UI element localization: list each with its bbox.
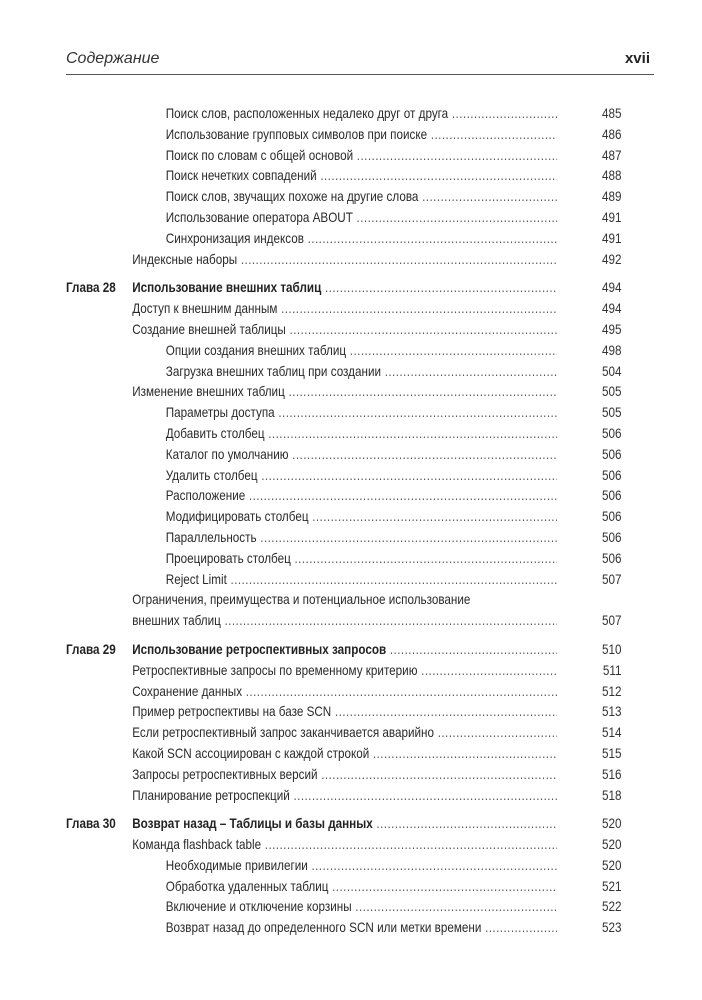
toc-entry-page: 491	[602, 209, 622, 225]
toc-entry-title: Использование внешних таблиц .....	[132, 278, 557, 299]
table-of-contents	[66, 104, 626, 939]
toc-entry-title: Синхронизация индексов .....	[166, 229, 557, 250]
toc-entry-page: 520	[602, 837, 622, 853]
toc-entry-page: 515	[602, 745, 622, 761]
toc-entry-page: 494	[602, 301, 622, 317]
toc-entry-page: 510	[602, 641, 622, 657]
toc-entry-page: 511	[602, 662, 622, 678]
running-title: Содержание	[66, 50, 160, 67]
toc-entry-title: Удалить столбец .....	[166, 466, 557, 487]
toc-entry-title: Добавить столбец .....	[166, 424, 557, 445]
toc-entry[interactable]	[66, 528, 626, 549]
toc-entry-page: 520	[602, 857, 622, 873]
page-number: xvii	[624, 50, 650, 67]
toc-entry[interactable]	[66, 104, 626, 125]
page-header	[66, 48, 654, 75]
toc-entry-title: Использование групповых символов при поиске .....	[166, 125, 557, 146]
toc-entry[interactable]	[66, 682, 626, 703]
toc-entry-page: 495	[602, 321, 622, 337]
toc-entry-title: Обработка удаленных таблиц .....	[166, 877, 557, 898]
toc-entry[interactable]	[66, 320, 626, 341]
toc-entry-page: 488	[602, 168, 622, 184]
toc-entry[interactable]	[66, 250, 626, 271]
toc-entry-page: 522	[602, 899, 622, 915]
toc-entry-page: 507	[602, 571, 622, 587]
toc-entry-title: Пример ретроспективы на базе SCN .....	[132, 702, 557, 723]
toc-entry[interactable]	[66, 362, 626, 383]
chapter-label: Глава 28	[66, 280, 116, 296]
toc-entry-page: 506	[602, 446, 622, 462]
toc-entry[interactable]	[66, 918, 626, 939]
toc-entry-title: Использование оператора ABOUT .....	[166, 208, 557, 229]
toc-entry-title: Если ретроспективный запрос заканчивается аварийно .....	[132, 723, 557, 744]
toc-entry[interactable]	[66, 856, 626, 877]
toc-entry-title: Индексные наборы .....	[132, 250, 557, 271]
toc-entry-title: Поиск по словам с общей основой .....	[166, 146, 557, 167]
toc-entry[interactable]	[66, 570, 626, 591]
toc-entry[interactable]	[66, 486, 626, 507]
toc-entry-title: Параметры доступа .....	[166, 403, 557, 424]
toc-entry[interactable]	[66, 786, 626, 807]
toc-entry-title: Опции создания внешних таблиц .....	[166, 341, 557, 362]
toc-entry[interactable]	[66, 424, 626, 445]
toc-entry-page: 491	[602, 230, 622, 246]
toc-entry-page: 506	[602, 509, 622, 525]
toc-entry-page: 489	[602, 189, 622, 205]
toc-entry-page: 506	[602, 425, 622, 441]
toc-entry-page: 485	[602, 106, 622, 121]
toc-entry[interactable]	[66, 382, 626, 403]
toc-entry[interactable]	[66, 897, 626, 918]
toc-entry-title: Параллельность .....	[166, 528, 557, 549]
toc-entry-page: 506	[602, 550, 622, 566]
toc-entry-title: Расположение .....	[166, 486, 557, 507]
toc-entry-page: 516	[602, 766, 622, 782]
toc-entry-title: Необходимые привилегии .....	[166, 856, 557, 877]
toc-entry[interactable]	[66, 445, 626, 466]
toc-entry[interactable]	[66, 765, 626, 786]
toc-entry-title: Модифицировать столбец .....	[166, 507, 557, 528]
toc-entry[interactable]	[66, 403, 626, 424]
toc-entry[interactable]	[66, 611, 626, 632]
toc-entry-page: 523	[602, 920, 622, 936]
toc-entry-page: 487	[602, 147, 622, 163]
toc-entry-title: Reject Limit .....	[166, 570, 557, 591]
toc-entry[interactable]	[66, 187, 626, 208]
toc-entry-title: Возврат назад до определенного SCN или метки времени .....	[166, 918, 557, 939]
toc-entry[interactable]	[66, 166, 626, 187]
toc-entry-page: 506	[602, 529, 622, 545]
toc-entry-page: 505	[602, 405, 622, 421]
toc-entry-title: Команда flashback table .....	[132, 835, 557, 856]
toc-entry-page: 498	[602, 342, 622, 358]
toc-entry-page: 494	[602, 280, 622, 296]
toc-entry-page: 512	[602, 683, 622, 699]
toc-entry-title: Поиск слов, расположенных недалеко друг от друга .....	[166, 104, 557, 125]
toc-entry-title: Ограничения, преимущества и потенциальное использование	[132, 592, 471, 608]
toc-entry[interactable]	[66, 835, 626, 856]
toc-entry[interactable]	[66, 723, 626, 744]
toc-entry-title: Доступ к внешним данным .....	[132, 299, 557, 320]
toc-entry-page: 521	[602, 878, 622, 894]
toc-entry[interactable]	[66, 125, 626, 146]
toc-entry[interactable]	[66, 341, 626, 362]
toc-entry-page: 505	[602, 384, 622, 400]
toc-entry-title: Включение и отключение корзины .....	[166, 897, 557, 918]
toc-entry-page: 518	[602, 787, 622, 803]
toc-entry-title: Ретроспективные запросы по временному критерию .....	[132, 661, 557, 682]
toc-entry[interactable]	[66, 507, 626, 528]
toc-entry[interactable]	[66, 661, 626, 682]
toc-entry[interactable]	[66, 229, 626, 250]
toc-entry[interactable]	[66, 299, 626, 320]
toc-entry-page: 506	[602, 467, 622, 483]
toc-entry[interactable]	[66, 877, 626, 898]
toc-entry-title: Планирование ретроспекций .....	[132, 786, 557, 807]
chapter-label: Глава 30	[66, 816, 116, 832]
toc-entry-title: Какой SCN ассоциирован с каждой строкой .....	[132, 744, 557, 765]
toc-entry[interactable]	[66, 702, 626, 723]
toc-entry-title: Сохранение данных .....	[132, 682, 557, 703]
toc-entry-title: Изменение внешних таблиц .....	[132, 382, 557, 403]
toc-entry-title: Поиск слов, звучащих похоже на другие слова .....	[166, 187, 557, 208]
toc-entry-page: 504	[602, 363, 622, 379]
toc-entry-page: 486	[602, 126, 622, 142]
toc-entry-title: Каталог по умолчанию .....	[166, 445, 557, 466]
toc-entry-title: Использование ретроспективных запросов .....	[132, 640, 557, 661]
toc-entry-title: Создание внешней таблицы .....	[132, 320, 557, 341]
toc-entry[interactable]	[66, 146, 626, 167]
toc-entry-page: 492	[602, 251, 622, 267]
toc-entry-page: 514	[602, 725, 622, 741]
toc-entry-page: 507	[602, 613, 622, 629]
toc-entry-title: Загрузка внешних таблиц при создании .....	[166, 362, 557, 383]
toc-chapter-entry[interactable]	[66, 814, 626, 835]
toc-entry-title: Возврат назад – Таблицы и базы данных .....	[132, 814, 557, 835]
chapter-label: Глава 29	[66, 641, 116, 657]
toc-entry[interactable]	[66, 744, 626, 765]
toc-entry[interactable]	[66, 549, 626, 570]
toc-entry-title: Запросы ретроспективных версий .....	[132, 765, 557, 786]
toc-entry[interactable]	[66, 208, 626, 229]
toc-entry-title: Проецировать столбец .....	[166, 549, 557, 570]
toc-entry-title: Поиск нечетких совпадений .....	[166, 166, 557, 187]
toc-chapter-entry[interactable]	[66, 278, 626, 299]
toc-entry[interactable]	[66, 590, 626, 611]
toc-entry[interactable]	[66, 466, 626, 487]
toc-entry-page: 513	[602, 704, 622, 720]
toc-entry-title: внешних таблиц .....	[132, 611, 557, 632]
toc-entry-page: 520	[602, 816, 622, 832]
toc-entry-page: 506	[602, 488, 622, 504]
toc-chapter-entry[interactable]	[66, 640, 626, 661]
